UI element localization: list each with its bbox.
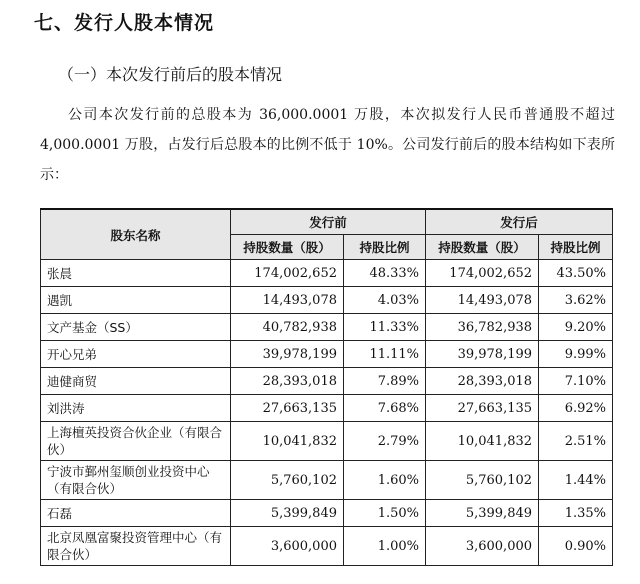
before-shares-cell: 39,978,199 [231, 341, 344, 368]
after-ratio-cell: 3.62% [539, 287, 613, 314]
after-ratio-cell: 1.44% [539, 461, 613, 500]
table-row [41, 395, 613, 422]
after-shares-cell: 5,760,102 [426, 461, 539, 500]
header-before-shares: 持股数量（股） [231, 235, 344, 260]
shareholder-name-cell: 上海檀英投资合伙企业（有限合伙） [41, 422, 231, 461]
intro-paragraph: 公司本次发行前的总股本为 36,000.0001 万股，本次拟发行人民币普通股不超过 4,000.0001 万股，占发行后总股本的比例不低于 10%。公司发行前后的股本结构如下表所示： [40, 107, 615, 183]
after-shares-cell: 39,978,199 [426, 341, 539, 368]
shareholder-name-cell: 北京凤凰富聚投资管理中心（有限合伙） [41, 527, 231, 566]
before-shares-cell: 27,663,135 [231, 395, 344, 422]
before-shares-cell: 5,760,102 [231, 461, 344, 500]
before-shares-cell: 3,600,000 [231, 527, 344, 566]
after-shares-cell: 36,782,938 [426, 314, 539, 341]
before-ratio-cell: 1.50% [344, 500, 426, 527]
table-body [41, 260, 613, 566]
before-ratio-cell: 1.60% [344, 461, 426, 500]
header-before-issue: 发行前 [231, 209, 426, 235]
table-row [41, 260, 613, 287]
header-shareholder-name: 股东名称 [41, 209, 231, 260]
before-shares-cell: 14,493,078 [231, 287, 344, 314]
before-shares-cell: 40,782,938 [231, 314, 344, 341]
shareholder-name-cell: 石磊 [41, 500, 231, 527]
header-after-issue: 发行后 [426, 209, 613, 235]
before-ratio-cell: 11.11% [344, 341, 426, 368]
before-ratio-cell: 2.79% [344, 422, 426, 461]
before-shares-cell: 174,002,652 [231, 260, 344, 287]
table-row [41, 341, 613, 368]
after-ratio-cell: 6.92% [539, 395, 613, 422]
shareholder-name-cell: 开心兄弟 [41, 341, 231, 368]
shareholder-name-cell: 遇凯 [41, 287, 231, 314]
before-ratio-cell: 7.68% [344, 395, 426, 422]
after-shares-cell: 10,041,832 [426, 422, 539, 461]
section-title: 七、发行人股本情况 [34, 12, 215, 34]
after-shares-cell: 174,002,652 [426, 260, 539, 287]
before-ratio-cell: 1.00% [344, 527, 426, 566]
before-shares-cell: 5,399,849 [231, 500, 344, 527]
table-row [41, 368, 613, 395]
before-ratio-cell: 48.33% [344, 260, 426, 287]
after-shares-cell: 3,600,000 [426, 527, 539, 566]
before-shares-cell: 10,041,832 [231, 422, 344, 461]
header-after-ratio: 持股比例 [539, 235, 613, 260]
header-before-ratio: 持股比例 [344, 235, 426, 260]
table-row [41, 314, 613, 341]
shareholder-name-cell: 迪健商贸 [41, 368, 231, 395]
table-row [41, 500, 613, 527]
after-ratio-cell: 9.99% [539, 341, 613, 368]
shareholder-name-cell: 刘洪涛 [41, 395, 231, 422]
table-row [41, 287, 613, 314]
after-shares-cell: 28,393,018 [426, 368, 539, 395]
after-shares-cell: 27,663,135 [426, 395, 539, 422]
after-ratio-cell: 9.20% [539, 314, 613, 341]
table-row [41, 422, 613, 461]
after-ratio-cell: 0.90% [539, 527, 613, 566]
shareholder-name-cell: 张晨 [41, 260, 231, 287]
shareholder-name-cell: 宁波市鄞州玺顺创业投资中心（有限合伙） [41, 461, 231, 500]
after-ratio-cell: 2.51% [539, 422, 613, 461]
table-row [41, 461, 613, 500]
after-ratio-cell: 1.35% [539, 500, 613, 527]
after-ratio-cell: 7.10% [539, 368, 613, 395]
before-ratio-cell: 7.89% [344, 368, 426, 395]
after-shares-cell: 5,399,849 [426, 500, 539, 527]
before-ratio-cell: 11.33% [344, 314, 426, 341]
header-after-shares: 持股数量（股） [426, 235, 539, 260]
before-shares-cell: 28,393,018 [231, 368, 344, 395]
shareholder-name-cell: 文产基金（SS） [41, 314, 231, 341]
share-structure-table [40, 208, 613, 566]
table-row [41, 527, 613, 566]
before-ratio-cell: 4.03% [344, 287, 426, 314]
subsection-title: （一）本次发行前后的股本情况 [58, 65, 283, 84]
after-ratio-cell: 43.50% [539, 260, 613, 287]
after-shares-cell: 14,493,078 [426, 287, 539, 314]
